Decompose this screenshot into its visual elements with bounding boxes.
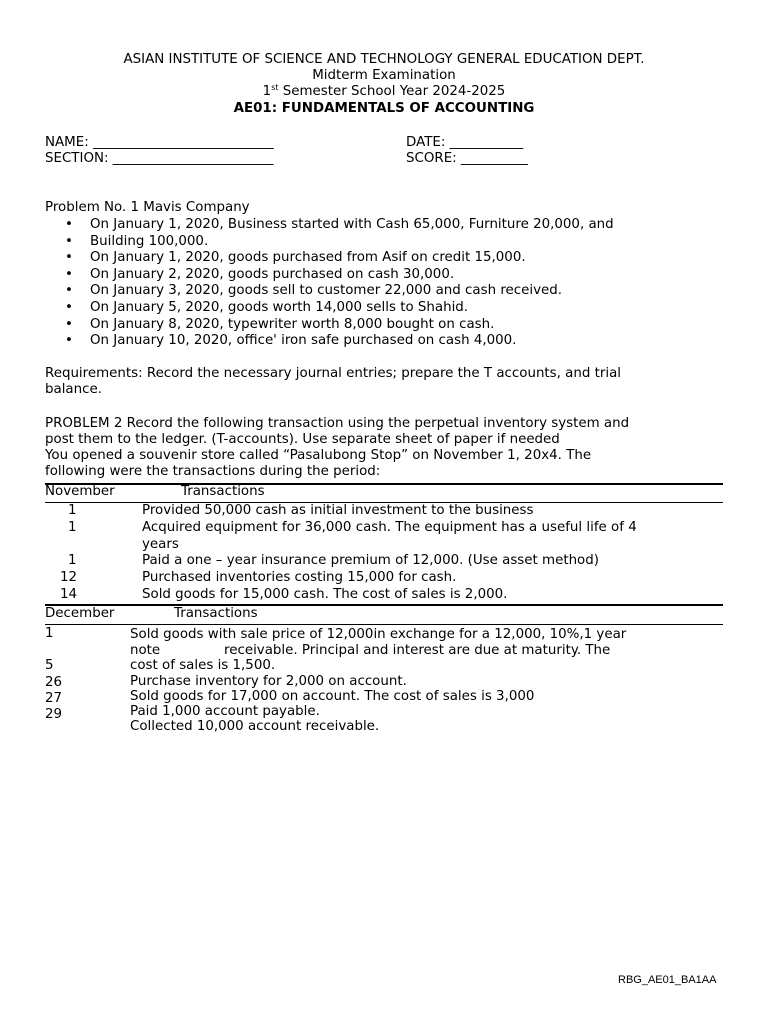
table-row-day: 1 xyxy=(68,520,77,535)
december-line: note receivable. Principal and interest are due at maturity. The xyxy=(130,643,611,658)
course-title: AE01: FUNDAMENTALS OF ACCOUNTING xyxy=(233,101,535,116)
semester-number: 1 xyxy=(262,84,272,99)
score-field: SCORE: __________ xyxy=(406,151,528,166)
requirements-line-1: Requirements: Record the necessary journal entries; prepare the T accounts, and trial xyxy=(45,366,622,381)
semester-text: Semester School Year 2024-2025 xyxy=(278,84,506,99)
list-item: • Building 100,000. xyxy=(65,233,209,249)
list-item: • On January 5, 2020, goods worth 14,000 sells to Shahid. xyxy=(65,299,469,315)
date-field: DATE: ___________ xyxy=(406,135,524,150)
bullet: • xyxy=(65,316,73,332)
semester-line xyxy=(0,84,768,101)
bullet: • xyxy=(65,333,73,349)
list-item: • On January 8, 2020, typewriter worth 8,000 bought on cash. xyxy=(65,316,495,332)
bullet: • xyxy=(65,250,73,266)
footer-code: RBG_AE01_BA1AA xyxy=(618,974,717,986)
december-day: 5 xyxy=(45,658,54,673)
december-day: 29 xyxy=(45,707,63,722)
december-line: Sold goods with sale price of 12,000in exchange for a 12,000, 10%,1 year xyxy=(130,627,627,642)
table-row-text: Purchased inventories costing 15,000 for cash. xyxy=(142,570,457,585)
list-item: • On January 1, 2020, Business started with Cash 65,000, Furniture 20,000, and xyxy=(65,217,614,232)
november-month-header: November xyxy=(45,484,115,499)
bullet: • xyxy=(65,299,73,315)
table-row-day: 12 xyxy=(60,570,78,585)
table-rule xyxy=(45,483,723,485)
table-row-text: Paid a one – year insurance premium of 12,000. (Use asset method) xyxy=(142,553,599,568)
december-transactions-header: Transactions xyxy=(174,606,258,621)
december-line: Sold goods for 17,000 on account. The cost of sales is 3,000 xyxy=(130,689,535,704)
section-field: SECTION: ________________________ xyxy=(45,151,274,166)
exam-title: Midterm Examination xyxy=(312,68,456,83)
semester-ordinal: st xyxy=(271,83,279,92)
problem2-line-3: You opened a souvenir store called “Pasalubong Stop” on November 1, 20x4. The xyxy=(45,448,592,463)
december-line: Collected 10,000 account receivable. xyxy=(130,719,380,734)
name-field: NAME: ___________________________ xyxy=(45,135,274,150)
table-rule xyxy=(45,624,723,625)
table-row-text: years xyxy=(142,537,179,552)
table-row-day: 14 xyxy=(60,587,78,602)
institution-title: ASIAN INSTITUTE OF SCIENCE AND TECHNOLOGY GENERAL EDUCATION DEPT. xyxy=(123,52,645,67)
table-rule xyxy=(45,604,723,606)
table-row-text: Acquired equipment for 36,000 cash. The equipment has a useful life of 4 xyxy=(142,520,637,535)
table-row-day: 1 xyxy=(68,503,77,518)
requirements-line-2: balance. xyxy=(45,382,102,397)
december-day: 27 xyxy=(45,691,63,706)
list-item: • On January 2, 2020, goods purchased on cash 30,000. xyxy=(65,266,455,282)
bullet: • xyxy=(65,233,73,249)
problem2-line-1: PROBLEM 2 Record the following transaction using the perpetual inventory system and xyxy=(45,416,630,431)
list-item: • On January 10, 2020, office' iron safe purchased on cash 4,000. xyxy=(65,333,517,349)
bullet: • xyxy=(65,283,73,299)
december-line: Purchase inventory for 2,000 on account. xyxy=(130,674,407,689)
december-day: 1 xyxy=(45,626,54,641)
problem1-title: Problem No. 1 Mavis Company xyxy=(45,200,250,215)
list-item: • On January 3, 2020, goods sell to customer 22,000 and cash received. xyxy=(65,283,563,299)
problem2-line-4: following were the transactions during the period: xyxy=(45,464,381,479)
table-row-text: Provided 50,000 cash as initial investment to the business xyxy=(142,503,534,518)
bullet: • xyxy=(65,266,73,282)
december-line: Paid 1,000 account payable. xyxy=(130,704,320,719)
problem2-line-2: post them to the ledger. (T-accounts). Use separate sheet of paper if needed xyxy=(45,432,560,447)
december-line: cost of sales is 1,500. xyxy=(130,658,276,673)
bullet: • xyxy=(65,217,73,232)
december-month-header: December xyxy=(45,606,115,621)
table-row-day: 1 xyxy=(68,553,77,568)
november-transactions-header: Transactions xyxy=(181,484,265,499)
december-day: 26 xyxy=(45,675,63,690)
problem1-list xyxy=(45,217,614,350)
list-item: • On January 1, 2020, goods purchased from Asif on credit 15,000. xyxy=(65,250,526,266)
table-row-text: Sold goods for 15,000 cash. The cost of sales is 2,000. xyxy=(142,587,508,602)
